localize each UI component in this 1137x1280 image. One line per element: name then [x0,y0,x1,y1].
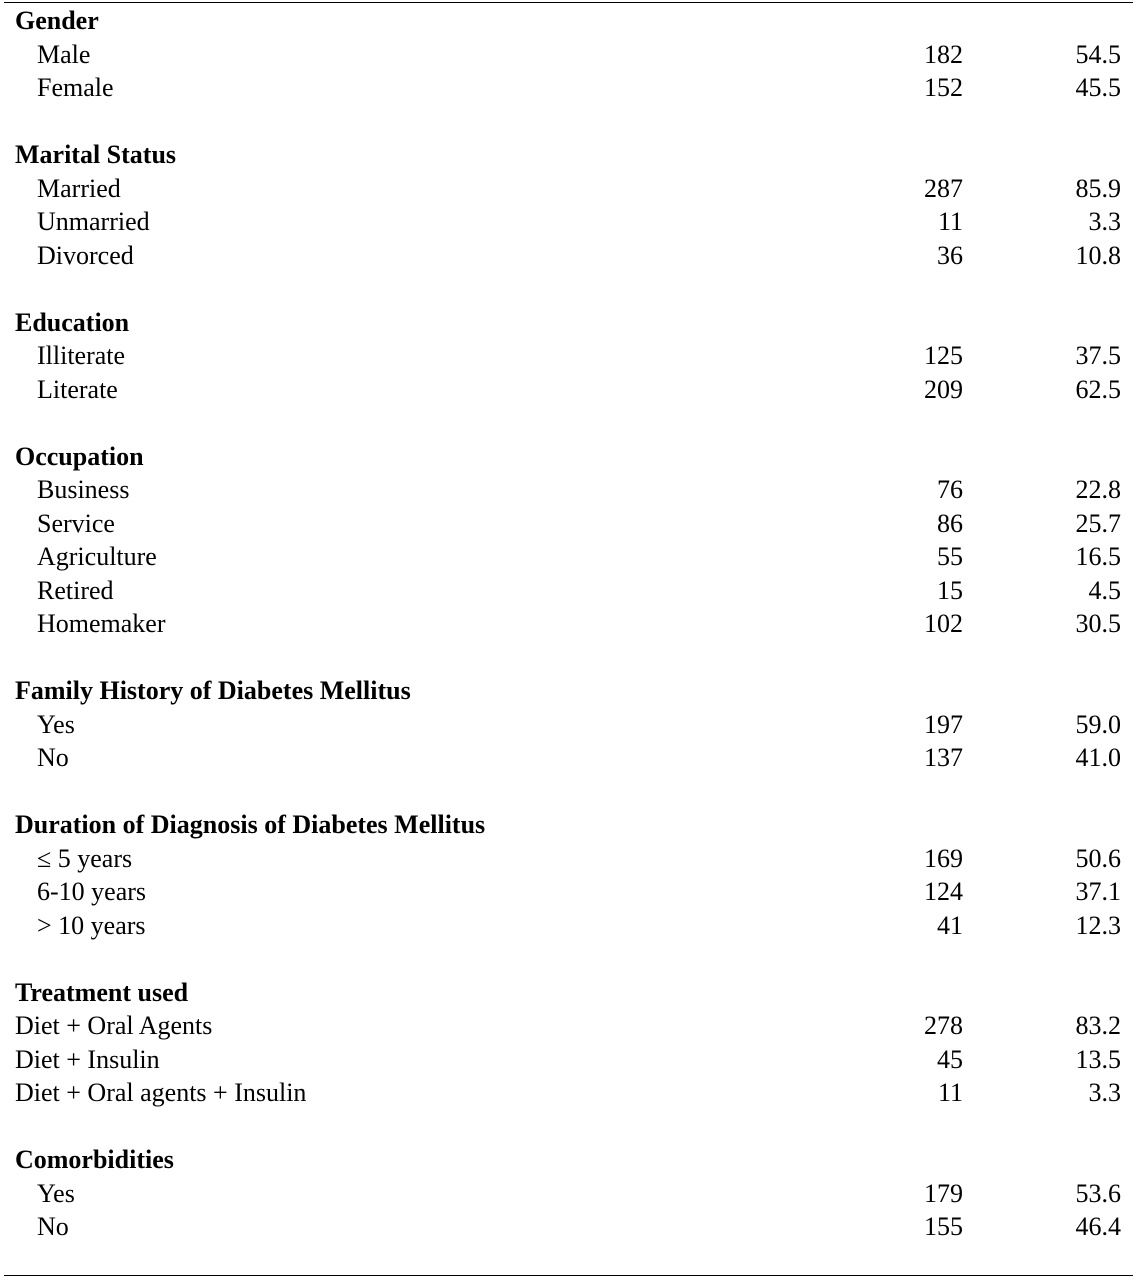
row-count: 155 [924,1212,963,1241]
row-count: 182 [924,39,963,69]
row-percent: 12.3 [1075,910,1121,940]
section-header [0,1143,1137,1177]
row-percent: 41.0 [1075,743,1121,772]
row-count: 86 [937,508,963,538]
row-percent: 30.5 [1075,609,1121,638]
row-count: 137 [924,743,963,772]
row-label: ≤ 5 years [37,843,133,873]
row-label: No [37,743,69,772]
table-row [0,205,1137,239]
section-spacer [0,775,1137,809]
section-spacer [0,942,1137,976]
row-count: 125 [924,341,963,370]
table-section [0,1143,1137,1244]
row-percent: 37.5 [1075,341,1121,370]
row-count: 41 [937,910,963,940]
table-row [0,339,1137,373]
table-row [0,473,1137,507]
row-label: No [37,1212,69,1241]
row-label: Married [37,173,121,203]
row-percent: 46.4 [1075,1212,1121,1241]
table-row [0,71,1137,105]
table-row [0,909,1137,943]
section-header-label: Family History of Diabetes Mellitus [15,676,411,705]
row-percent: 54.5 [1075,39,1121,69]
table-section [0,808,1137,942]
row-percent: 25.7 [1075,508,1121,538]
table-row [0,540,1137,574]
row-count: 11 [937,207,963,236]
row-label: Male [37,39,91,69]
table-section [0,4,1137,105]
table-row [0,1177,1137,1211]
row-percent: 37.1 [1075,877,1121,906]
row-count: 197 [924,709,963,739]
row-percent: 13.5 [1075,1044,1121,1074]
row-percent: 4.5 [1088,575,1121,605]
row-percent: 3.3 [1088,207,1121,236]
row-label: Diet + Insulin [15,1044,160,1074]
table-row [0,239,1137,273]
row-label: Business [37,475,130,504]
section-spacer [0,105,1137,139]
section-header [0,440,1137,474]
table-section [0,440,1137,641]
row-label: > 10 years [37,910,146,940]
table-row [0,741,1137,775]
demographics-table [0,4,1137,1244]
row-percent: 16.5 [1075,542,1121,571]
row-label: Illiterate [37,341,126,370]
table-top-rule [4,2,1133,3]
table-section [0,674,1137,775]
row-count: 124 [924,877,963,906]
row-label: Literate [37,374,118,404]
table-row [0,708,1137,742]
row-label: Homemaker [37,609,166,638]
row-count: 152 [924,73,963,102]
row-count: 179 [924,1178,963,1208]
row-label: Agriculture [37,542,157,571]
row-count: 45 [937,1044,963,1074]
section-header-label: Gender [15,6,99,35]
row-label: Diet + Oral agents + Insulin [15,1078,307,1107]
row-percent: 45.5 [1075,73,1121,102]
table-row [0,1076,1137,1110]
section-header-label: Comorbidities [15,1145,174,1174]
section-header-label: Treatment used [15,977,189,1007]
row-label: Service [37,508,115,538]
row-count: 36 [937,240,963,270]
row-count: 278 [924,1011,963,1040]
row-count: 209 [924,374,963,404]
section-header [0,808,1137,842]
row-percent: 22.8 [1075,475,1121,504]
row-percent: 10.8 [1075,240,1121,270]
row-count: 55 [937,542,963,571]
section-spacer [0,406,1137,440]
table-row [0,38,1137,72]
table-row [0,1009,1137,1043]
row-label: Yes [37,709,75,739]
table-row [0,507,1137,541]
row-count: 15 [937,575,963,605]
row-count: 11 [937,1078,963,1107]
section-header [0,674,1137,708]
table-section [0,138,1137,272]
table-bottom-rule [4,1275,1133,1276]
table-row [0,875,1137,909]
table-section [0,306,1137,407]
row-label: Unmarried [37,207,150,236]
row-percent: 50.6 [1075,843,1121,873]
table-section [0,976,1137,1110]
section-spacer [0,272,1137,306]
table-row [0,1210,1137,1244]
row-label: Divorced [37,240,134,270]
table-row [0,172,1137,206]
table-row [0,373,1137,407]
row-percent: 53.6 [1075,1178,1121,1208]
row-percent: 85.9 [1075,173,1121,203]
row-label: Yes [37,1178,75,1208]
row-label: Diet + Oral Agents [15,1011,213,1040]
row-percent: 59.0 [1075,709,1121,739]
section-spacer [0,641,1137,675]
section-header [0,4,1137,38]
row-label: 6-10 years [37,877,147,906]
section-header-label: Education [15,307,130,337]
section-header-label: Duration of Diagnosis of Diabetes Mellitus [15,810,486,839]
row-percent: 62.5 [1075,374,1121,404]
section-header [0,976,1137,1010]
row-label: Retired [37,575,114,605]
row-count: 169 [924,843,963,873]
section-header [0,138,1137,172]
section-spacer [0,1110,1137,1144]
section-header-label: Occupation [15,441,144,471]
row-percent: 83.2 [1075,1011,1121,1040]
section-header-label: Marital Status [15,140,177,169]
table-row [0,574,1137,608]
row-count: 76 [937,475,963,504]
row-percent: 3.3 [1088,1078,1121,1107]
section-header [0,306,1137,340]
row-count: 287 [924,173,963,203]
table-row [0,842,1137,876]
table-row [0,1043,1137,1077]
table-row [0,607,1137,641]
row-label: Female [37,73,114,102]
row-count: 102 [924,609,963,638]
